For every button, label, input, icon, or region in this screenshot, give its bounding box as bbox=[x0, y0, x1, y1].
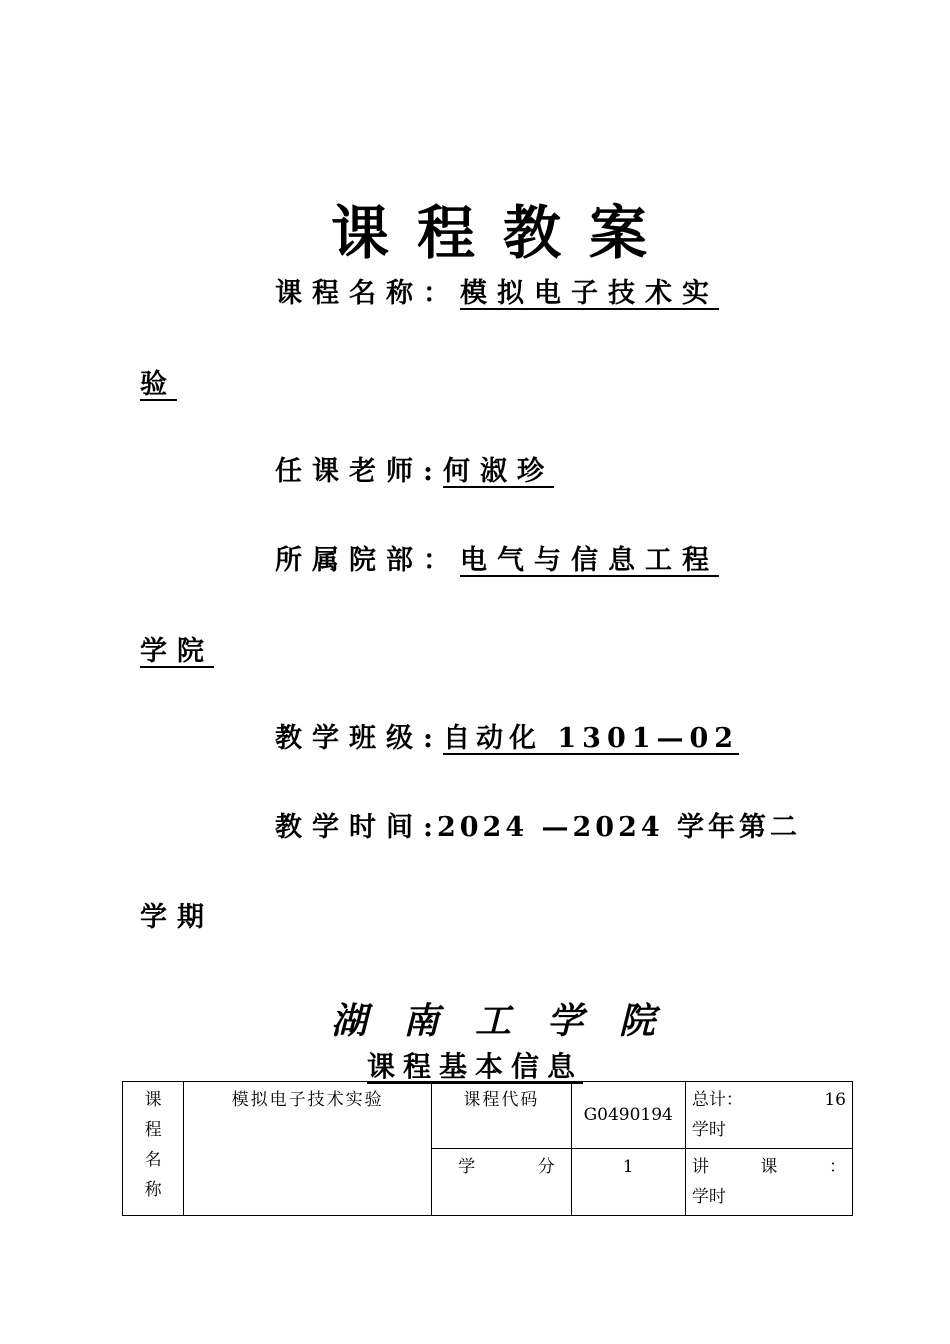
total-hours-value: 16 bbox=[824, 1090, 846, 1110]
label-char: 课 bbox=[144, 1090, 162, 1110]
total-hours-cell bbox=[685, 1082, 852, 1149]
teacher-label: 任课老师: bbox=[275, 456, 443, 487]
course-name-header-cell bbox=[123, 1082, 184, 1216]
school-name: 湖南工学院 bbox=[330, 1000, 691, 1042]
department-value: 电气与信息工程 bbox=[460, 545, 719, 576]
time-value: :2024 —2024 学年第二 bbox=[423, 812, 802, 843]
label-char: 称 bbox=[144, 1180, 162, 1200]
time-continued: 学期 bbox=[140, 902, 214, 933]
total-hours-unit: 学时 bbox=[691, 1120, 726, 1140]
course-info-table bbox=[122, 1081, 853, 1216]
course-code-cell: G0490194 bbox=[571, 1082, 685, 1149]
class-label: 教学班级: bbox=[275, 723, 443, 754]
time-line bbox=[275, 808, 801, 848]
lecture-label-2: 课 bbox=[760, 1157, 778, 1177]
time-label: 教学时间 bbox=[275, 812, 423, 843]
credit-label-left: 学 bbox=[458, 1157, 478, 1177]
lecture-hours-cell bbox=[685, 1149, 852, 1216]
lecture-hours-unit: 学时 bbox=[691, 1187, 726, 1207]
section-title-text: 课程基本信息 bbox=[366, 1050, 583, 1083]
department-continued: 学院 bbox=[140, 636, 214, 667]
document-title: 课程教案 bbox=[330, 199, 675, 267]
teacher-value: 何淑珍 bbox=[442, 456, 554, 487]
lecture-label-3: ： bbox=[828, 1157, 846, 1177]
credit-label-right: 分 bbox=[537, 1157, 557, 1177]
course-name-cell: 模拟电子技术实验 bbox=[184, 1082, 432, 1216]
course-code-label-cell: 课程代码 bbox=[432, 1082, 571, 1149]
label-char: 名 bbox=[144, 1150, 162, 1170]
department-label: 所属院部： bbox=[275, 545, 460, 576]
department-line bbox=[275, 541, 719, 581]
class-line bbox=[275, 719, 739, 759]
credit-cell: 1 bbox=[571, 1149, 685, 1216]
course-name-continued: 验 bbox=[140, 369, 177, 400]
course-name-value: 模拟电子技术实 bbox=[460, 278, 719, 309]
credit-label-cell bbox=[432, 1149, 571, 1216]
teacher-line bbox=[275, 452, 554, 492]
course-name-line bbox=[275, 274, 719, 314]
class-value: 自动化 1301—02 bbox=[442, 723, 740, 754]
lecture-label-1: 讲 bbox=[691, 1157, 709, 1177]
course-name-label: 课程名称： bbox=[275, 278, 460, 309]
total-hours-label: 总计： bbox=[691, 1090, 743, 1110]
label-char: 程 bbox=[144, 1120, 162, 1140]
